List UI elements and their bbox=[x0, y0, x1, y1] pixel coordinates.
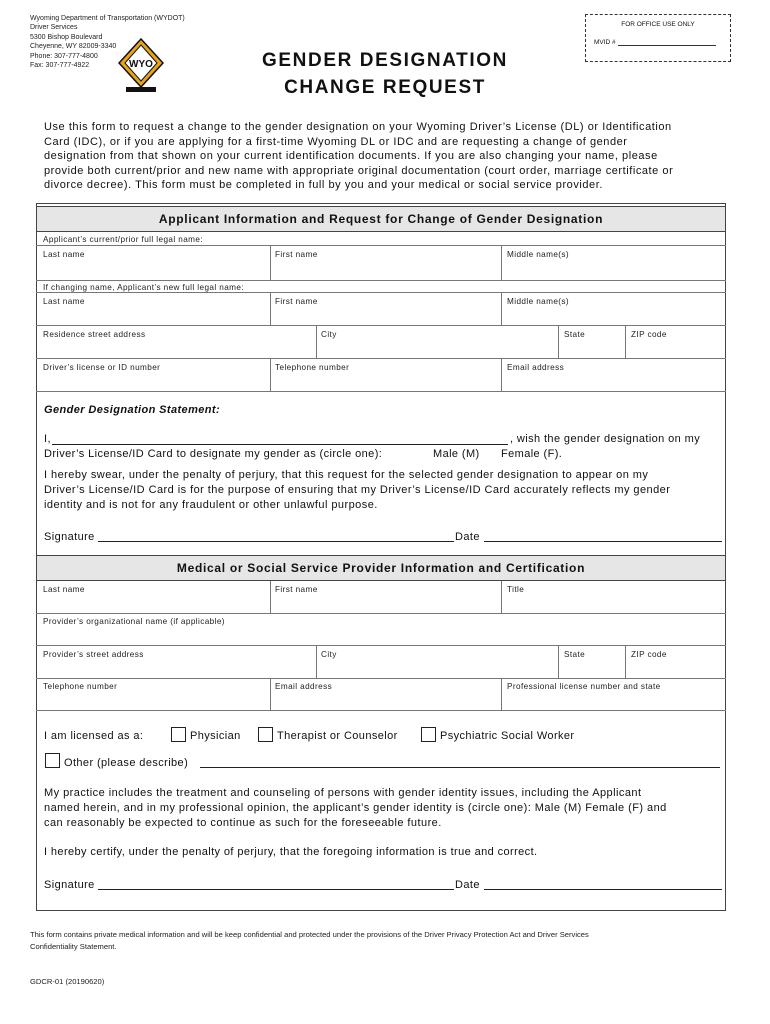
licensed-as-label: I am licensed as a: bbox=[44, 730, 144, 742]
physician-checkbox[interactable] bbox=[171, 727, 186, 742]
logo-text: WYO bbox=[129, 59, 153, 70]
swear-line: Driver’s License/ID Card is for the purpose of ensuring that my Driver’s License/ID Card accurately reflects my gender bbox=[44, 484, 671, 496]
statement-wish-text: , wish the gender designation on my bbox=[510, 433, 701, 445]
applicant-date-label: Date bbox=[455, 531, 480, 543]
therapist-label: Therapist or Counselor bbox=[277, 730, 398, 742]
mvid-field[interactable] bbox=[618, 45, 716, 46]
swear-line: identity and is not for any fraudulent or other unlawful purpose. bbox=[44, 499, 378, 511]
residence-address-field[interactable]: Residence street address bbox=[43, 330, 146, 339]
social-worker-label: Psychiatric Social Worker bbox=[440, 730, 575, 742]
title-line2: CHANGE REQUEST bbox=[284, 77, 486, 98]
notice-line: Confidentiality Statement. bbox=[30, 942, 117, 951]
provider-street-field[interactable]: Provider’s street address bbox=[43, 650, 144, 659]
new-last-name-field[interactable]: Last name bbox=[43, 297, 85, 306]
mvid-label: MVID # bbox=[594, 39, 616, 46]
provider-email-field[interactable]: Email address bbox=[275, 682, 333, 691]
provider-state-field[interactable]: State bbox=[564, 650, 586, 659]
agency-phone: Phone: 307-777-4800 bbox=[30, 52, 98, 60]
residence-zip-field[interactable]: ZIP code bbox=[631, 330, 667, 339]
practice-paragraph bbox=[44, 786, 720, 831]
swear-line: I hereby swear, under the penalty of perjury, that this request for the selected gender designation to appear on my bbox=[44, 469, 649, 481]
form-id: GDCR-01 (20190620) bbox=[30, 977, 105, 986]
statement-female-option[interactable]: Female (F). bbox=[501, 448, 563, 460]
intro-line: provide both current/prior and new name with appropriate original documentation (court order, marriage certificate or bbox=[44, 164, 674, 177]
residence-city-field[interactable]: City bbox=[321, 330, 337, 339]
office-use-title: FOR OFFICE USE ONLY bbox=[621, 21, 695, 28]
provider-section-header: Medical or Social Service Provider Information and Certification bbox=[36, 555, 726, 581]
confidentiality-notice bbox=[30, 929, 589, 953]
current-name-label: Applicant’s current/prior full legal name: bbox=[43, 235, 204, 244]
statement-heading: Gender Designation Statement: bbox=[44, 404, 221, 416]
applicant-signature-label: Signature bbox=[44, 531, 95, 543]
new-name-label: If changing name, Applicant’s new full legal name: bbox=[43, 283, 244, 292]
current-last-name-field[interactable]: Last name bbox=[43, 250, 85, 259]
applicant-section-header: Applicant Information and Request for Change of Gender Designation bbox=[36, 206, 726, 232]
other-checkbox[interactable] bbox=[45, 753, 60, 768]
title-line1: GENDER DESIGNATION bbox=[262, 50, 508, 71]
provider-org-name-field[interactable]: Provider’s organizational name (if applicable) bbox=[43, 617, 225, 626]
provider-license-field[interactable]: Professional license number and state bbox=[507, 682, 661, 691]
applicant-signature-field[interactable] bbox=[98, 530, 454, 542]
mvid-row bbox=[594, 39, 716, 46]
applicant-license-field[interactable]: Driver’s license or ID number bbox=[43, 363, 161, 372]
agency-street: 5300 Bishop Boulevard bbox=[30, 33, 103, 41]
agency-fax: Fax: 307-777-4922 bbox=[30, 62, 90, 70]
other-description-field[interactable] bbox=[200, 756, 720, 768]
wydot-logo-icon bbox=[118, 38, 164, 94]
social-worker-checkbox[interactable] bbox=[421, 727, 436, 742]
agency-city: Cheyenne, WY 82009-3340 bbox=[30, 43, 117, 51]
applicant-email-field[interactable]: Email address bbox=[507, 363, 565, 372]
intro-line: divorce decree). This form must be completed in full by you and your medical or social service provider. bbox=[44, 179, 603, 192]
agency-name: Wyoming Department of Transportation (WYDOT) bbox=[30, 15, 185, 22]
applicant-date-field[interactable] bbox=[484, 530, 722, 542]
statement-male-option[interactable]: Male (M) bbox=[433, 448, 480, 460]
provider-city-field[interactable]: City bbox=[321, 650, 337, 659]
intro-line: designation from that shown on your current identification documents. If you are also changing your name, please bbox=[44, 150, 658, 163]
current-middle-name-field[interactable]: Middle name(s) bbox=[507, 250, 570, 259]
current-first-name-field[interactable]: First name bbox=[275, 250, 318, 259]
other-label: Other (please describe) bbox=[64, 757, 189, 769]
residence-state-field[interactable]: State bbox=[564, 330, 586, 339]
physician-label: Physician bbox=[190, 730, 241, 742]
provider-last-name-field[interactable]: Last name bbox=[43, 585, 85, 594]
provider-date-field[interactable] bbox=[484, 878, 722, 890]
intro-paragraph bbox=[44, 120, 734, 193]
provider-signature-field[interactable] bbox=[98, 878, 454, 890]
practice-line: named herein, and in my professional opinion, the applicant’s gender identity is (circle one): Male (M) Female (F) and bbox=[44, 802, 667, 814]
agency-division: Driver Services bbox=[30, 24, 78, 32]
new-first-name-field[interactable]: First name bbox=[275, 297, 318, 306]
statement-name-field[interactable] bbox=[52, 433, 508, 445]
notice-line: This form contains private medical information and will be keep confidential and protected under the provisions of the Driver Privacy Protection Act and Driver Services bbox=[30, 930, 589, 939]
practice-line: My practice includes the treatment and counseling of persons with gender identity issues, including the Applicant bbox=[44, 787, 642, 799]
practice-line: can reasonably be expected to continue as such for the foreseeable future. bbox=[44, 817, 442, 829]
provider-date-label: Date bbox=[455, 879, 480, 891]
new-middle-name-field[interactable]: Middle name(s) bbox=[507, 297, 570, 306]
office-use-box bbox=[585, 14, 731, 62]
applicant-telephone-field[interactable]: Telephone number bbox=[275, 363, 350, 372]
intro-line: Use this form to request a change to the gender designation on your Wyoming Driver’s License (DL) or Identification bbox=[44, 121, 672, 133]
statement-i-prefix: I, bbox=[44, 433, 51, 445]
certify-text: I hereby certify, under the penalty of perjury, that the foregoing information is true and correct. bbox=[44, 846, 538, 858]
therapist-checkbox[interactable] bbox=[258, 727, 273, 742]
provider-title-field[interactable]: Title bbox=[507, 585, 525, 594]
provider-first-name-field[interactable]: First name bbox=[275, 585, 318, 594]
provider-signature-label: Signature bbox=[44, 879, 95, 891]
swear-paragraph bbox=[44, 468, 720, 513]
provider-telephone-field[interactable]: Telephone number bbox=[43, 682, 118, 691]
intro-line: Card (IDC), or if you are applying for a first-time Wyoming DL or IDC and are requesting a change of gender bbox=[44, 135, 628, 148]
provider-zip-field[interactable]: ZIP code bbox=[631, 650, 667, 659]
statement-line2: Driver’s License/ID Card to designate my gender as (circle one): bbox=[44, 448, 383, 460]
